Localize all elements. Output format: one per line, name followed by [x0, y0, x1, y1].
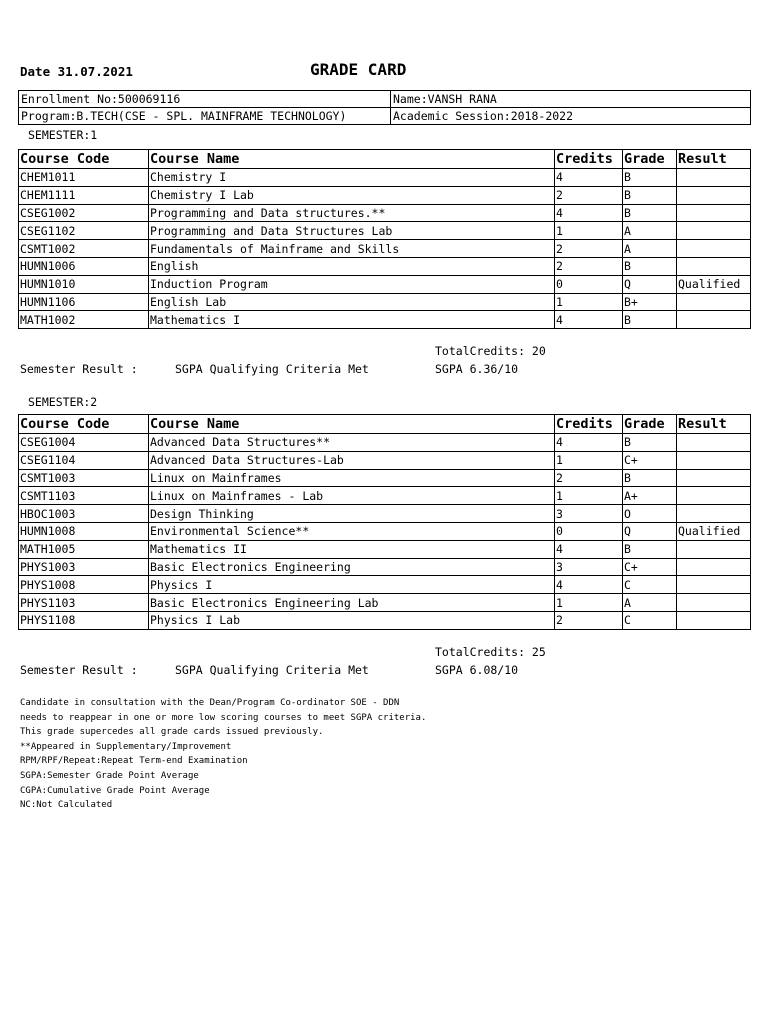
- footnote: CGPA:Cumulative Grade Point Average: [20, 785, 210, 796]
- course-code-cell: CSEG1004: [19, 434, 149, 452]
- result-cell: [677, 240, 751, 258]
- credits-cell: 4: [555, 169, 623, 187]
- date-label: Date 31.07.2021: [20, 64, 133, 79]
- table-row: [19, 540, 751, 558]
- table-row: [19, 293, 751, 311]
- credits-cell: 4: [555, 540, 623, 558]
- course-name-cell: Environmental Science**: [149, 522, 555, 540]
- credits-cell: 4: [555, 434, 623, 452]
- table-row: [19, 611, 751, 629]
- course-name-cell: Mathematics I: [149, 311, 555, 329]
- result-cell: [677, 434, 751, 452]
- column-header: Result: [677, 150, 751, 169]
- course-name-cell: Chemistry I: [149, 169, 555, 187]
- column-header: Credits: [555, 150, 623, 169]
- grade-cell: A: [623, 222, 677, 240]
- course-code-cell: CSEG1102: [19, 222, 149, 240]
- course-code-cell: PHYS1003: [19, 558, 149, 576]
- credits-cell: 2: [555, 469, 623, 487]
- credits-cell: 1: [555, 222, 623, 240]
- semester-result-text: SGPA Qualifying Criteria Met: [175, 362, 369, 376]
- course-name-cell: Programming and Data structures.**: [149, 204, 555, 222]
- grade-cell: B: [623, 257, 677, 275]
- student-name: Name:VANSH RANA: [391, 91, 751, 108]
- course-name-cell: Advanced Data Structures-Lab: [149, 451, 555, 469]
- grade-cell: A: [623, 594, 677, 612]
- grade-cell: C+: [623, 451, 677, 469]
- result-cell: [677, 558, 751, 576]
- table-header-row: [19, 150, 751, 169]
- column-header: Credits: [555, 415, 623, 434]
- course-name-cell: Chemistry I Lab: [149, 186, 555, 204]
- result-cell: [677, 293, 751, 311]
- result-cell: [677, 451, 751, 469]
- course-code-cell: MATH1005: [19, 540, 149, 558]
- credits-cell: 4: [555, 204, 623, 222]
- credits-cell: 0: [555, 275, 623, 293]
- grade-cell: B: [623, 311, 677, 329]
- credits-cell: 1: [555, 487, 623, 505]
- course-name-cell: Advanced Data Structures**: [149, 434, 555, 452]
- enrollment-number: Enrollment No:500069116: [19, 91, 391, 108]
- grade-cell: B: [623, 169, 677, 187]
- sgpa-value: SGPA 6.08/10: [435, 663, 519, 677]
- sgpa-value: SGPA 6.36/10: [435, 362, 519, 376]
- credits-cell: 1: [555, 451, 623, 469]
- program-name: Program:B.TECH(CSE - SPL. MAINFRAME TECHNOLOGY): [19, 108, 391, 125]
- table-row: [19, 204, 751, 222]
- course-name-cell: Physics I Lab: [149, 611, 555, 629]
- footnote: NC:Not Calculated: [20, 800, 113, 811]
- course-code-cell: CHEM1011: [19, 169, 149, 187]
- grade-cell: O: [623, 505, 677, 523]
- course-name-cell: Fundamentals of Mainframe and Skills: [149, 240, 555, 258]
- grade-cell: A: [623, 240, 677, 258]
- result-cell: [677, 186, 751, 204]
- course-name-cell: Induction Program: [149, 275, 555, 293]
- footnotes: [20, 696, 426, 813]
- table-row: [19, 169, 751, 187]
- result-cell: [677, 611, 751, 629]
- course-name-cell: Programming and Data Structures Lab: [149, 222, 555, 240]
- course-code-cell: HUMN1106: [19, 293, 149, 311]
- footnote: Candidate in consultation with the Dean/Program Co-ordinator SOE - DDN: [20, 698, 400, 708]
- semester-label: SEMESTER:1: [28, 128, 98, 142]
- result-cell: [677, 169, 751, 187]
- grade-cell: B: [623, 434, 677, 452]
- column-header: Course Name: [149, 150, 555, 169]
- table-row: [19, 594, 751, 612]
- course-code-cell: HBOC1003: [19, 505, 149, 523]
- course-code-cell: PHYS1108: [19, 611, 149, 629]
- column-header: Course Name: [149, 415, 555, 434]
- table-row: [19, 186, 751, 204]
- footnote: needs to reappear in one or more low scoring courses to meet SGPA criteria.: [20, 712, 427, 723]
- table-row: [19, 434, 751, 452]
- footnote: SGPA:Semester Grade Point Average: [20, 770, 199, 781]
- table-row: [19, 487, 751, 505]
- credits-cell: 2: [555, 611, 623, 629]
- table-row: [19, 311, 751, 329]
- course-code-cell: MATH1002: [19, 311, 149, 329]
- table-row: [19, 576, 751, 594]
- grade-cell: C+: [623, 558, 677, 576]
- course-code-cell: PHYS1103: [19, 594, 149, 612]
- result-cell: [677, 222, 751, 240]
- course-code-cell: CSMT1003: [19, 469, 149, 487]
- credits-cell: 1: [555, 594, 623, 612]
- credits-cell: 3: [555, 558, 623, 576]
- info-row: [19, 91, 751, 108]
- credits-cell: 1: [555, 293, 623, 311]
- course-name-cell: English Lab: [149, 293, 555, 311]
- grade-cell: C: [623, 611, 677, 629]
- total-credits: TotalCredits: 20: [435, 344, 546, 358]
- result-cell: [677, 540, 751, 558]
- academic-session: Academic Session:2018-2022: [391, 108, 751, 125]
- footnote: **Appeared in Supplementary/Improvement: [20, 741, 232, 752]
- table-row: [19, 240, 751, 258]
- grade-cell: B: [623, 204, 677, 222]
- table-row: [19, 275, 751, 293]
- semester-2-table: [18, 414, 751, 630]
- column-header: Result: [677, 415, 751, 434]
- credits-cell: 0: [555, 522, 623, 540]
- table-row: [19, 505, 751, 523]
- table-header-row: [19, 415, 751, 434]
- column-header: Grade: [623, 150, 677, 169]
- result-cell: [677, 257, 751, 275]
- table-row: [19, 469, 751, 487]
- course-name-cell: Linux on Mainframes: [149, 469, 555, 487]
- result-cell: [677, 469, 751, 487]
- course-code-cell: CSMT1103: [19, 487, 149, 505]
- result-cell: [677, 594, 751, 612]
- table-row: [19, 222, 751, 240]
- grade-cell: B+: [623, 293, 677, 311]
- credits-cell: 3: [555, 505, 623, 523]
- credits-cell: 4: [555, 576, 623, 594]
- semester-label: SEMESTER:2: [28, 395, 98, 409]
- course-code-cell: CSEG1002: [19, 204, 149, 222]
- grade-cell: Q: [623, 522, 677, 540]
- course-code-cell: CSMT1002: [19, 240, 149, 258]
- course-code-cell: CSEG1104: [19, 451, 149, 469]
- course-code-cell: HUMN1010: [19, 275, 149, 293]
- result-cell: [677, 311, 751, 329]
- course-name-cell: Linux on Mainframes - Lab: [149, 487, 555, 505]
- semester-result-text: SGPA Qualifying Criteria Met: [175, 663, 369, 677]
- info-row: [19, 108, 751, 125]
- course-name-cell: Physics I: [149, 576, 555, 594]
- course-code-cell: CHEM1111: [19, 186, 149, 204]
- semester-result-label: Semester Result :: [20, 362, 138, 376]
- grade-cell: C: [623, 576, 677, 594]
- column-header: Course Code: [19, 415, 149, 434]
- credits-cell: 4: [555, 311, 623, 329]
- result-cell: [677, 204, 751, 222]
- table-row: [19, 451, 751, 469]
- student-info-table: [18, 90, 751, 125]
- course-code-cell: HUMN1006: [19, 257, 149, 275]
- course-code-cell: HUMN1008: [19, 522, 149, 540]
- total-credits: TotalCredits: 25: [435, 645, 546, 659]
- column-header: Grade: [623, 415, 677, 434]
- course-code-cell: PHYS1008: [19, 576, 149, 594]
- table-row: [19, 558, 751, 576]
- result-cell: [677, 487, 751, 505]
- credits-cell: 2: [555, 240, 623, 258]
- result-cell: Qualified: [677, 275, 751, 293]
- table-row: [19, 257, 751, 275]
- footnote: RPM/RPF/Repeat:Repeat Term-end Examination: [20, 756, 248, 767]
- grade-cell: A+: [623, 487, 677, 505]
- course-name-cell: Basic Electronics Engineering Lab: [149, 594, 555, 612]
- grade-cell: Q: [623, 275, 677, 293]
- semester-result-label: Semester Result :: [20, 663, 138, 677]
- result-cell: [677, 576, 751, 594]
- course-name-cell: Basic Electronics Engineering: [149, 558, 555, 576]
- course-name-cell: Design Thinking: [149, 505, 555, 523]
- grade-cell: B: [623, 469, 677, 487]
- column-header: Course Code: [19, 150, 149, 169]
- course-name-cell: Mathematics II: [149, 540, 555, 558]
- result-cell: Qualified: [677, 522, 751, 540]
- footnote: This grade supercedes all grade cards issued previously.: [20, 727, 324, 738]
- course-name-cell: English: [149, 257, 555, 275]
- grade-cell: B: [623, 540, 677, 558]
- page-title: GRADE CARD: [310, 60, 407, 79]
- result-cell: [677, 505, 751, 523]
- credits-cell: 2: [555, 186, 623, 204]
- grade-cell: B: [623, 186, 677, 204]
- table-row: [19, 522, 751, 540]
- credits-cell: 2: [555, 257, 623, 275]
- semester-1-table: [18, 149, 751, 329]
